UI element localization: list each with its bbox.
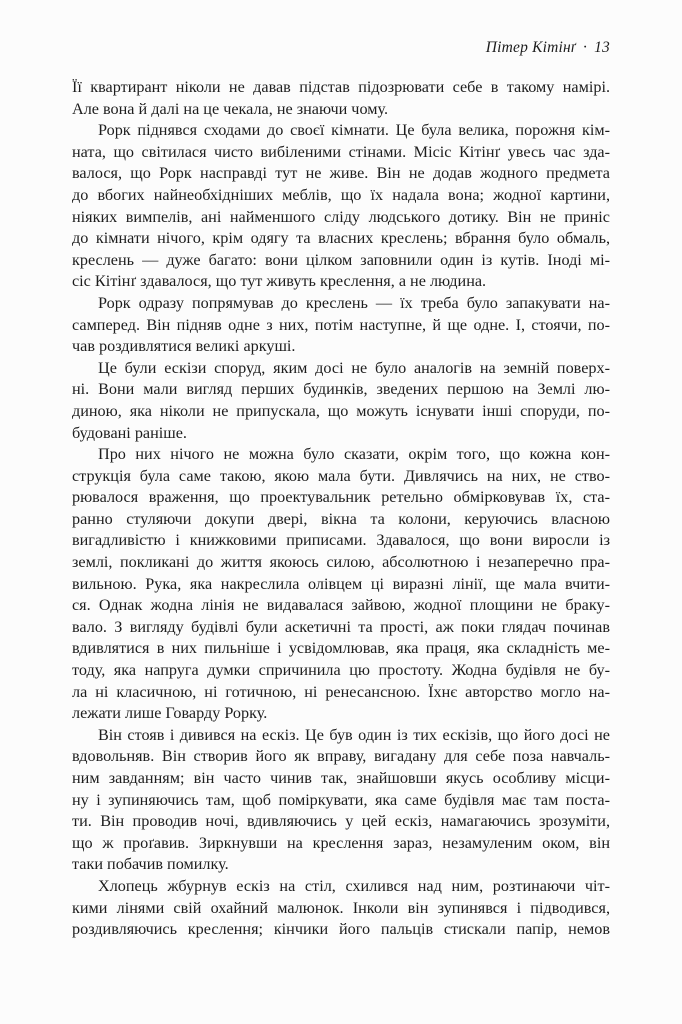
text-line: ти. Він проводив ночі, вдивляючись у цей ескіз, намагаючись зрозуміти, xyxy=(72,812,610,831)
text-line: будовані раніше. xyxy=(72,423,187,442)
text-line: Хлопець жбурнув ескіз на стіл, схилився над ним, розтинаючи чіт- xyxy=(98,876,610,895)
text-line: ся. Однак жодна лінія не видавалася зайвою, жодної площини не браку- xyxy=(72,596,610,615)
text-line: валося, що Рорк насправді тут не живе. Він не додав жодного предмета xyxy=(72,164,610,183)
text-line: сіс Кітінґ здавалося, що тут живуть креслення, а не людина. xyxy=(72,272,487,291)
text-line: ранно стуляючи докупи двері, вікна та колони, керуючись власною xyxy=(72,509,610,528)
text-line: таки побачив помилку. xyxy=(72,855,229,874)
text-line: Про них нічого не можна було сказати, окрім того, що кожна кон- xyxy=(98,445,610,464)
text-line: ну і зупиняючись там, щоб поміркувати, яка саме будівля має там поста- xyxy=(72,790,610,809)
text-line: Це були ескізи споруд, яким досі не було аналогів на земній поверх- xyxy=(98,358,610,377)
text-line: землі, покликані до життя якоюсь силою, абсолютною і незаперечно пра- xyxy=(72,553,610,572)
text-line: ніяких вимпелів, ані найменшого сліду людського дотику. Він не приніс xyxy=(72,207,610,226)
page-body xyxy=(72,77,610,941)
text-line: кими лінями свій охайний малюнок. Інколи він зупинявся і підводився, xyxy=(72,898,610,917)
text-line: до вбогих найнеобхідніших меблів, що їх надала вона; жодної картини, xyxy=(72,185,610,204)
text-line: вдивлятися в них пильніше і усвідомлював, яка праця, яка складність ме- xyxy=(72,639,610,658)
text-line: лежати лише Говарду Рорку. xyxy=(72,704,268,723)
text-line: струкція була саме такою, якою мала бути. Дивлячись на них, не ство- xyxy=(72,466,610,485)
text-line: вильною. Рука, яка накреслила олівцем ці виразні лінії, ще мала вчити- xyxy=(72,574,610,593)
text-line: Рорк одразу попрямував до креслень — їх треба було запакувати на- xyxy=(98,293,610,312)
text-line: Але вона й далі на це чекала, не знаючи чому. xyxy=(72,99,388,118)
text-line: вигадливістю і книжковими приписами. Здавалося, що вони виросли із xyxy=(72,531,610,550)
text-line: вдовольняв. Він створив його як вправу, вигадану для себе поза навчаль- xyxy=(72,747,610,766)
text-line: креслень — дуже багато: вони цілком заповнили один із кутів. Іноді мі- xyxy=(72,250,610,269)
text-line: самперед. Він підняв одне з них, потім наступне, й ще одне. І, стоячи, по- xyxy=(72,315,610,334)
running-head xyxy=(72,39,610,57)
text-line: рювалося враження, що проектувальник ретельно обмірковував їх, ста- xyxy=(72,488,610,507)
text-line: Він стояв і дивився на ескіз. Це був один із тих ескізів, що його досі не xyxy=(98,725,610,744)
text-line: ні. Вони мали вигляд перших будинків, зведених першою на Землі лю- xyxy=(72,380,610,399)
text-line: до кімнати нічого, крім одягу та власних креслень; вбрання було обмаль, xyxy=(72,229,610,248)
text-line: тоду, яка напруга думки спричинила цю простоту. Жодна будівля не бу- xyxy=(72,661,610,680)
page-number: 13 xyxy=(594,39,610,56)
running-head-chapter: Пітер Кітінґ xyxy=(485,39,577,56)
text-line: вало. З вигляду будівлі були аскетичні та прості, аж поки глядач починав xyxy=(72,617,610,636)
text-line: Її квартирант ніколи не давав підстав підозрювати себе в такому намірі. xyxy=(72,78,610,96)
running-head-separator: · xyxy=(583,39,588,56)
text-line: роздивляючись креслення; кінчики його пальців стискали папір, немов xyxy=(72,920,610,939)
text-line: що ж проґавив. Зиркнувши на креслення зараз, незамуленим оком, він xyxy=(72,833,610,852)
text-line: ла ні класичною, ні готичною, ні ренесансною. Їхнє авторство могло на- xyxy=(72,682,610,701)
text-line: диною, яка ніколи не припускала, що можуть існувати інші споруди, по- xyxy=(72,401,610,420)
text-line: чав роздивлятися великі аркуші. xyxy=(72,337,296,356)
text-line: ним завданням; він часто чинив так, знайшовши якусь особливу місци- xyxy=(72,769,610,787)
text-line: Рорк піднявся сходами до своєї кімнати. Це була велика, порожня кім- xyxy=(98,121,610,140)
text-line: ната, що світилася чисто вибіленими стінами. Місіс Кітінґ увесь час зда- xyxy=(72,142,610,161)
